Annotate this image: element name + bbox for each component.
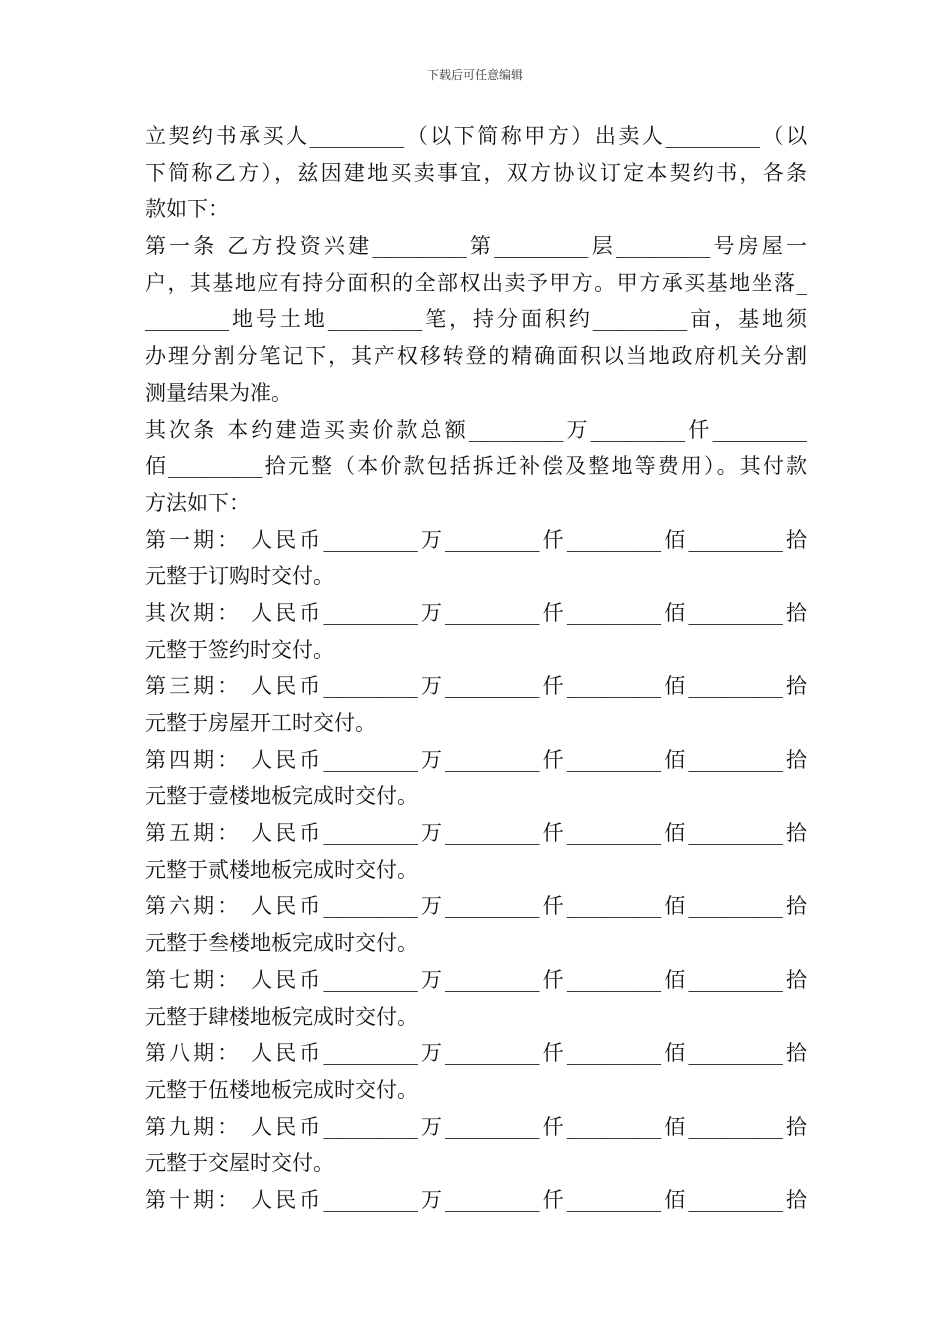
text-line: 方法如下：: [145, 490, 250, 515]
page-header: 下载后可任意编辑: [426, 68, 523, 82]
contract-body: [145, 118, 807, 1219]
text-line: 元整于叁楼地板完成时交付。: [145, 931, 418, 956]
text-line: 元整于签约时交付。: [145, 637, 334, 662]
text-line: 元整于贰楼地板完成时交付。: [145, 857, 418, 882]
text-line: 第十期： 人民币_________万_________仟_________佰_________拾: [145, 1187, 807, 1212]
text-line: 第三期： 人民币_________万_________仟_________佰_________拾: [145, 674, 807, 699]
text-line: 第四期： 人民币_________万_________仟_________佰_________拾: [145, 747, 807, 772]
text-line: 下简称乙方），兹因建地买卖事宜，双方协议订定本契约书，各条: [145, 160, 807, 185]
text-line: 第六期： 人民币_________万_________仟_________佰_________拾: [145, 894, 807, 919]
text-line: 佰_________拾元整（本价款包括拆迁补偿及整地等费用）。其付款: [145, 454, 807, 479]
text-line: 元整于壹楼地板完成时交付。: [145, 784, 418, 809]
text-line: 第七期： 人民币_________万_________仟_________佰_________拾: [145, 967, 807, 992]
text-line: 其次条 本约建造买卖价款总额_________万_________仟_________: [145, 417, 807, 442]
text-line: 办理分割分笔记下，其产权移转登的精确面积以当地政府机关分割: [145, 344, 807, 369]
text-line: 元整于房屋开工时交付。: [145, 711, 376, 735]
text-line: 第九期： 人民币_________万_________仟_________佰_________拾: [145, 1114, 807, 1139]
text-line: 第一期： 人民币_________万_________仟_________佰_________拾: [145, 527, 807, 552]
text-line: 户，其基地应有持分面积的全部权出卖予甲方。甲方承买基地坐落_: [145, 270, 807, 295]
text-line: 测量结果为准。: [145, 380, 292, 405]
text-line: 其次期： 人民币_________万_________仟_________佰_________拾: [145, 600, 807, 625]
text-line: 第一条 乙方投资兴建_________第_________层_________号房屋一: [145, 234, 807, 259]
text-line: 元整于订购时交付。: [145, 564, 334, 589]
text-line: 第五期： 人民币_________万_________仟_________佰_________拾: [145, 821, 807, 846]
text-line: ________地号土地_________笔，持分面积约_________亩，基地须: [145, 307, 807, 332]
text-line: 元整于肆楼地板完成时交付。: [145, 1004, 418, 1029]
text-line: 立契约书承买人_________（以下简称甲方）出卖人_________（以: [145, 124, 807, 148]
text-line: 元整于伍楼地板完成时交付。: [145, 1077, 418, 1102]
text-line: 款如下：: [145, 197, 229, 222]
text-line: 元整于交屋时交付。: [145, 1151, 334, 1176]
text-line: 第八期： 人民币_________万_________仟_________佰_________拾: [145, 1041, 807, 1066]
